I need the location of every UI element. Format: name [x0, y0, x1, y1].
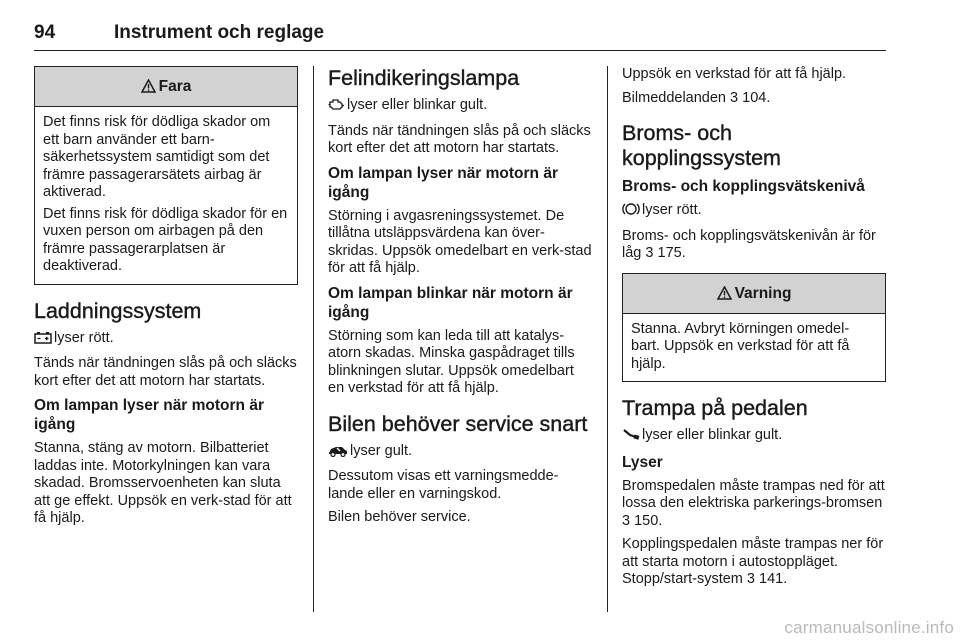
column-1: [34, 66, 298, 534]
battery-status-text: lyser rött.: [54, 329, 114, 346]
engine-status-text: lyser eller blinkar gult.: [347, 97, 488, 113]
page-ref-icon: 3: [746, 571, 755, 587]
pedal-icon: [622, 428, 640, 447]
warning-text-1: Stanna. Avbryt körningen omedel-bart. Uppsök en verkstad för att få hjälp.: [631, 320, 850, 372]
warning-triangle-icon: [717, 276, 732, 315]
brake-warning-icon: [622, 202, 640, 222]
service-car-icon: [328, 445, 348, 463]
watermark: carmanualsonline.info: [784, 618, 954, 637]
column-divider-2: [607, 66, 608, 612]
felind-text-3: Störning som kan leda till att katalys-atorn skadas. Minska gaspådraget tills blinkningen slutar. Uppsök omedelbart en verkstad för att få hjälp.: [328, 327, 575, 396]
subheading-lyser-motor-igang: Om lampan lyser när motorn är igång: [328, 164, 558, 201]
top-text-2-body: Bilmeddelanden: [622, 89, 726, 106]
broms-text-1-body: Broms- och kopplingsvätskenivån är för låg: [622, 227, 876, 261]
page-header: [34, 18, 886, 51]
trampa-text-1-body: Bromspedalen måste trampas ned för att lossa den elektriska parkerings-bromsen: [622, 477, 885, 511]
felind-text-2: Störning i avgasreningssystemet. De tillåtna utsläppsvärdena kan över-skridas. Uppsök omedelbart en verk-stad för att få hjälp.: [328, 207, 592, 276]
brake-status-line: [622, 202, 886, 222]
column-3: [622, 66, 886, 595]
danger-text-1: Det finns risk för dödliga skador om ett barn använder ett barn-säkerhetssystem samtidigt som det främre passagerarsätets airbag är aktiverad.: [43, 114, 271, 200]
column-divider-1: [313, 66, 314, 612]
page-ref-icon: 3: [730, 89, 739, 106]
subheading-blinkar-motor-igang: Om lampan blinkar när motorn är igång: [328, 284, 573, 321]
top-text-1: Uppsök en verkstad för att få hjälp.: [622, 66, 847, 82]
pedal-status-line: [622, 427, 886, 447]
warning-box-title: Varning: [734, 284, 792, 302]
service-text-2: Bilen behöver service.: [328, 509, 471, 525]
laddning-text-2: Stanna, stäng av motorn. Bilbatteriet laddas inte. Motorkylningen kan vara skadad. Bromsservoenheten kan sluta att ge effekt. Uppsök en verk-stad för att få hjälp.: [34, 440, 292, 526]
check-engine-icon: [328, 98, 345, 117]
danger-box: [34, 66, 298, 285]
trampa-text-2-body: Kopplingspedalen måste trampas ner för att starta motorn i autostoppläget. Stopp/start-system: [622, 536, 884, 587]
service-status-text: lyser gult.: [350, 442, 413, 459]
service-text-1: Dessutom visas ett varningsmedde-lande eller en varningskod.: [328, 468, 559, 502]
page-ref-number: 150.: [634, 512, 663, 529]
subheading-vatskeniva: Broms- och kopplingsvätskenivå: [622, 178, 865, 195]
column-2: [328, 66, 592, 533]
heading-felindikeringslampa: Felindikeringslampa: [328, 66, 520, 90]
running-title: Instrument och reglage: [114, 22, 325, 43]
danger-text-2: Det finns risk för dödliga skador för en vuxen person om airbagen på den främre passagerarplatsen är deaktiverad.: [43, 205, 288, 274]
page-ref-number: 104.: [742, 89, 771, 106]
trampa-text-1: [622, 478, 886, 531]
danger-box-title: Fara: [158, 78, 192, 95]
warning-triangle-icon: [141, 69, 156, 108]
subheading-lyser-igang: Om lampan lyser när motorn är igång: [34, 397, 264, 433]
danger-box-header: [35, 67, 297, 107]
page-ref-number: 175.: [657, 245, 686, 261]
heading-trampa-pedalen: Trampa på pedalen: [622, 396, 808, 420]
page-ref-icon: 3: [622, 512, 631, 529]
battery-status-line: [34, 330, 298, 350]
page-ref-icon: 3: [645, 245, 654, 261]
engine-status-line: [328, 97, 592, 117]
pedal-status-text: lyser eller blinkar gult.: [642, 427, 783, 443]
page-number: 94: [34, 22, 56, 43]
heading-broms-koppling: Broms- och kopplingssystem: [622, 121, 781, 170]
brake-status-text: lyser rött.: [642, 202, 702, 218]
top-text-2: [622, 90, 886, 108]
warning-box: [622, 273, 886, 383]
battery-icon: [34, 331, 52, 350]
laddning-text-1: Tänds när tändningen slås på och släcks kort efter det att motorn har startats.: [34, 355, 297, 389]
felind-text-1: Tänds när tändningen slås på och släcks kort efter det att motorn har startats.: [328, 122, 591, 156]
page-ref-number: 141.: [759, 571, 788, 587]
service-status-line: [328, 443, 592, 463]
subheading-lyser: Lyser: [622, 453, 663, 471]
heading-service-snart: Bilen behöver service snart: [328, 411, 588, 436]
heading-laddningssystem: Laddningssystem: [34, 298, 202, 323]
warning-box-header: [623, 274, 885, 314]
broms-text-1: [622, 228, 886, 263]
trampa-text-2: [622, 536, 886, 589]
